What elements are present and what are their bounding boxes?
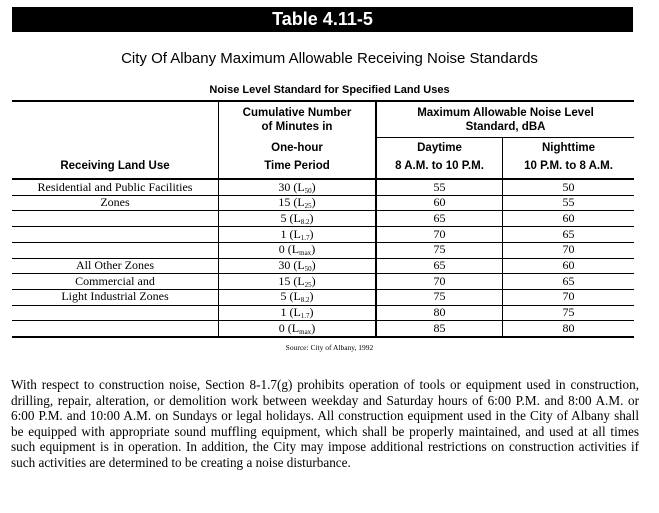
nighttime-cell: 50 xyxy=(562,180,575,194)
statistic-subscript: 1.7 xyxy=(300,234,310,242)
minutes-value: 30 xyxy=(278,180,291,194)
minutes-value: 15 xyxy=(278,274,291,288)
minutes-value: 0 xyxy=(278,321,285,335)
daytime-cell: 75 xyxy=(433,289,446,303)
minutes-value: 5 xyxy=(280,289,287,303)
statistic-subscript: 25 xyxy=(304,281,312,289)
table-top-rule xyxy=(12,100,634,102)
statistic-subscript: 8.2 xyxy=(300,296,310,304)
table-title: City Of Albany Maximum Allowable Receiving Noise Standards xyxy=(121,50,538,67)
minutes-value: 0 xyxy=(278,242,285,256)
statistic-subscript: max xyxy=(299,249,312,257)
daytime-cell: 80 xyxy=(433,305,446,319)
minutes-cell: 1 $(L_{1.7})$ xyxy=(280,305,314,320)
statistic-subscript: 50 xyxy=(304,265,312,273)
statistic-subscript: max xyxy=(299,328,312,336)
minutes-value: 1 xyxy=(280,227,287,241)
land-use-cell: Commercial and xyxy=(75,274,155,288)
minutes-value: 5 xyxy=(280,211,287,225)
construction-noise-paragraph: With respect to construction noise, Section 8-1.7(g) prohibits operation of tools or equipment used in construction, drilling, repair, alteration, or demolition work between weekday and Saturday hours of 6:00 P.M. and 8:00 A.M. or 6:00 P.M. and 10:00 A.M. on Sundays or legal holidays. All construction equipment used in the City of Albany shall be equipped with appropriate sound muffling equipment, which shall be properly maintained, and used at all times such equipment is in operation. In addition, the City may impose additional restrictions on construction activities if such activities are determined to be creating a noise disturbance. xyxy=(11,377,639,470)
nighttime-cell: 55 xyxy=(562,195,575,209)
max-level-rule xyxy=(376,137,634,138)
land-use-cell: Light Industrial Zones xyxy=(61,289,169,303)
header-nighttime: Nighttime xyxy=(541,142,596,154)
nighttime-cell: 75 xyxy=(562,305,575,319)
minutes-value: 15 xyxy=(278,195,291,209)
minutes-cell: 5 $(L_{8.2})$ xyxy=(280,211,314,226)
land-use-cell: Zones xyxy=(100,195,130,209)
header-one-hour: One-hour xyxy=(271,142,323,154)
land-use-cell: Residential and Public Facilities xyxy=(37,180,193,194)
nighttime-cell: 60 xyxy=(562,258,575,272)
table-number: Table 4.11-5 xyxy=(12,7,633,32)
minutes-cell: 5 $(L_{8.2})$ xyxy=(280,289,314,304)
statistic-subscript: 50 xyxy=(304,187,312,195)
minutes-value: 1 xyxy=(280,305,287,319)
minutes-cell: 30 $(L_{50})$ xyxy=(278,180,316,195)
table-caption: Noise Level Standard for Specified Land Uses xyxy=(209,84,450,96)
header-nighttime-range: 10 P.M. to 8 A.M. xyxy=(524,160,613,172)
minutes-cell: 1 $(L_{1.7})$ xyxy=(280,227,314,242)
land-use-cell: All Other Zones xyxy=(76,258,154,272)
minutes-value: 30 xyxy=(278,258,291,272)
daytime-cell: 60 xyxy=(433,195,446,209)
daytime-cell: 55 xyxy=(433,180,446,194)
daytime-cell: 70 xyxy=(433,227,446,241)
nighttime-cell: 70 xyxy=(562,289,575,303)
nighttime-cell: 65 xyxy=(562,227,575,241)
daytime-cell: 65 xyxy=(433,211,446,225)
header-cumulative-1: Cumulative Number xyxy=(242,107,352,119)
statistic-subscript: 25 xyxy=(304,202,312,210)
daytime-cell: 75 xyxy=(433,242,446,256)
minutes-cell: 15 $(L_{25})$ xyxy=(278,274,316,289)
header-cumulative-2: of Minutes in xyxy=(261,121,333,133)
header-land-use: Receiving Land Use xyxy=(60,160,170,172)
minutes-cell: 30 $(L_{50})$ xyxy=(278,258,316,273)
header-max-level-2: Standard, dBA xyxy=(465,121,546,133)
header-max-level-1: Maximum Allowable Noise Level xyxy=(417,107,594,119)
daytime-cell: 65 xyxy=(433,258,446,272)
header-daytime: Daytime xyxy=(417,142,462,154)
nighttime-cell: 60 xyxy=(562,211,575,225)
minutes-cell: 15 $(L_{25})$ xyxy=(278,195,316,210)
nighttime-cell: 65 xyxy=(562,274,575,288)
header-time-period: Time Period xyxy=(264,160,330,172)
minutes-cell: 0 $(L_{max})$ xyxy=(278,242,316,257)
daytime-cell: 70 xyxy=(433,274,446,288)
statistic-subscript: 8.2 xyxy=(300,218,310,226)
table-source: Source: City of Albany, 1992 xyxy=(285,343,374,352)
minutes-cell: 0 $(L_{max})$ xyxy=(278,321,316,336)
daytime-cell: 85 xyxy=(433,321,446,335)
header-daytime-range: 8 A.M. to 10 P.M. xyxy=(395,160,484,172)
nighttime-cell: 80 xyxy=(562,321,575,335)
nighttime-cell: 70 xyxy=(562,242,575,256)
statistic-subscript: 1.7 xyxy=(300,312,310,320)
